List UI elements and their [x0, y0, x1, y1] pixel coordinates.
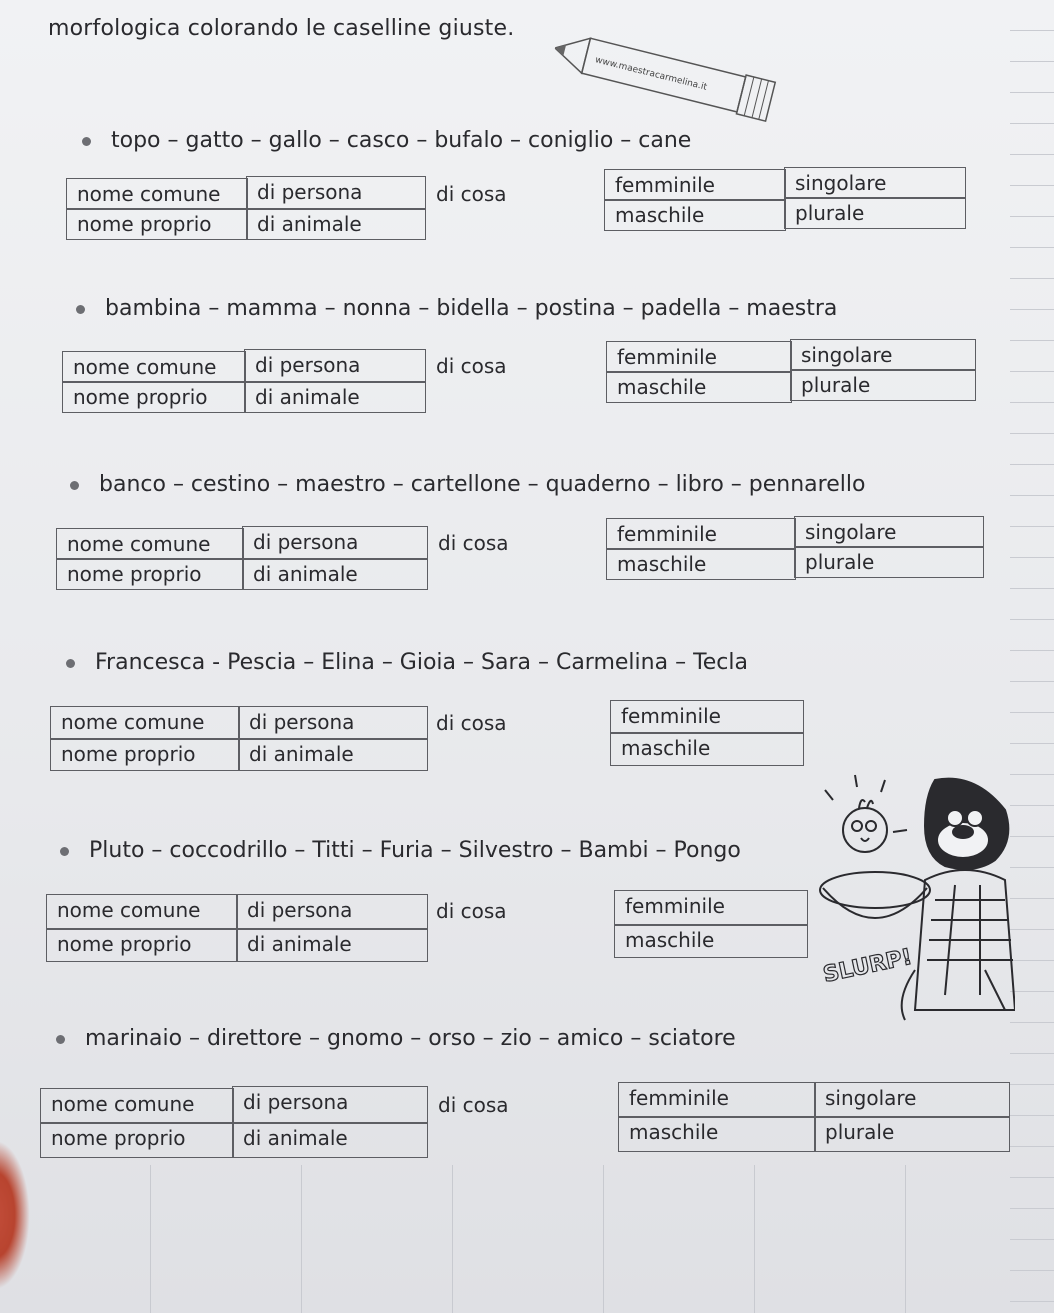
option-nome-proprio[interactable]: nome proprio	[40, 1122, 234, 1158]
bullet-icon	[66, 659, 75, 668]
option-nome-proprio[interactable]: nome proprio	[66, 208, 248, 240]
option-maschile[interactable]: maschile	[618, 1116, 816, 1152]
bullet-icon	[82, 137, 91, 146]
option-di-cosa[interactable]: di cosa	[438, 531, 509, 555]
option-nome-proprio[interactable]: nome proprio	[46, 928, 238, 962]
option-maschile[interactable]: maschile	[606, 548, 796, 580]
option-femminile[interactable]: femminile	[604, 169, 786, 201]
option-nome-comune[interactable]: nome comune	[46, 894, 238, 930]
option-di-persona[interactable]: di persona	[232, 1086, 428, 1124]
option-maschile[interactable]: maschile	[606, 371, 792, 403]
bullet-icon	[56, 1035, 65, 1044]
option-di-cosa[interactable]: di cosa	[438, 1093, 509, 1117]
option-di-animale[interactable]: di animale	[246, 208, 426, 240]
option-plurale[interactable]: plurale	[794, 546, 984, 578]
option-di-animale[interactable]: di animale	[236, 928, 428, 962]
exercise-words: marinaio – direttore – gnomo – orso – zio – amico – sciatore	[56, 1026, 736, 1051]
finger-shadow	[0, 1140, 30, 1290]
option-di-animale[interactable]: di animale	[244, 381, 426, 413]
exercise-words: bambina – mamma – nonna – bidella – postina – padella – maestra	[76, 296, 837, 321]
bullet-icon	[70, 481, 79, 490]
option-di-cosa[interactable]: di cosa	[436, 182, 507, 206]
option-femminile[interactable]: femminile	[606, 518, 796, 550]
option-nome-comune[interactable]: nome comune	[66, 178, 248, 210]
option-plurale[interactable]: plurale	[790, 369, 976, 401]
page-heading: morfologica colorando le caselline giuste.	[48, 16, 515, 41]
option-di-persona[interactable]: di persona	[242, 526, 428, 560]
option-nome-comune[interactable]: nome comune	[40, 1088, 234, 1124]
option-femminile[interactable]: femminile	[606, 341, 792, 373]
option-maschile[interactable]: maschile	[604, 199, 786, 231]
bullet-icon	[60, 847, 69, 856]
option-di-persona[interactable]: di persona	[244, 349, 426, 383]
cartoon-illustration	[815, 770, 1015, 1030]
option-femminile[interactable]: femminile	[614, 890, 808, 926]
bullet-icon	[76, 305, 85, 314]
option-nome-comune[interactable]: nome comune	[62, 351, 246, 383]
option-femminile[interactable]: femminile	[610, 700, 804, 734]
option-di-animale[interactable]: di animale	[238, 738, 428, 771]
option-di-cosa[interactable]: di cosa	[436, 354, 507, 378]
notebook-grid	[0, 1165, 1054, 1313]
pencil-url: www.maestracarmelina.it	[594, 55, 708, 93]
option-di-cosa[interactable]: di cosa	[436, 711, 507, 735]
option-nome-comune[interactable]: nome comune	[56, 528, 244, 560]
option-maschile[interactable]: maschile	[610, 732, 804, 766]
option-di-animale[interactable]: di animale	[242, 558, 428, 590]
slurp-text: SLURP!	[821, 944, 915, 988]
option-femminile[interactable]: femminile	[618, 1082, 816, 1118]
exercise-words: Pluto – coccodrillo – Titti – Furia – Silvestro – Bambi – Pongo	[60, 838, 741, 863]
option-maschile[interactable]: maschile	[614, 924, 808, 958]
option-nome-proprio[interactable]: nome proprio	[50, 738, 240, 771]
option-nome-proprio[interactable]: nome proprio	[62, 381, 246, 413]
option-plurale[interactable]: plurale	[814, 1116, 1010, 1152]
option-singolare[interactable]: singolare	[784, 167, 966, 199]
option-nome-proprio[interactable]: nome proprio	[56, 558, 244, 590]
exercise-words: banco – cestino – maestro – cartellone – quaderno – libro – pennarello	[70, 472, 865, 497]
option-plurale[interactable]: plurale	[784, 197, 966, 229]
option-di-persona[interactable]: di persona	[246, 176, 426, 210]
option-di-cosa[interactable]: di cosa	[436, 899, 507, 923]
option-di-persona[interactable]: di persona	[238, 706, 428, 740]
option-di-animale[interactable]: di animale	[232, 1122, 428, 1158]
notebook-margin-lines	[1010, 0, 1054, 1313]
option-singolare[interactable]: singolare	[794, 516, 984, 548]
option-singolare[interactable]: singolare	[790, 339, 976, 371]
exercise-words: topo – gatto – gallo – casco – bufalo – coniglio – cane	[82, 128, 691, 153]
exercise-words: Francesca - Pescia – Elina – Gioia – Sara – Carmelina – Tecla	[66, 650, 748, 675]
option-nome-comune[interactable]: nome comune	[50, 706, 240, 740]
option-singolare[interactable]: singolare	[814, 1082, 1010, 1118]
option-di-persona[interactable]: di persona	[236, 894, 428, 930]
